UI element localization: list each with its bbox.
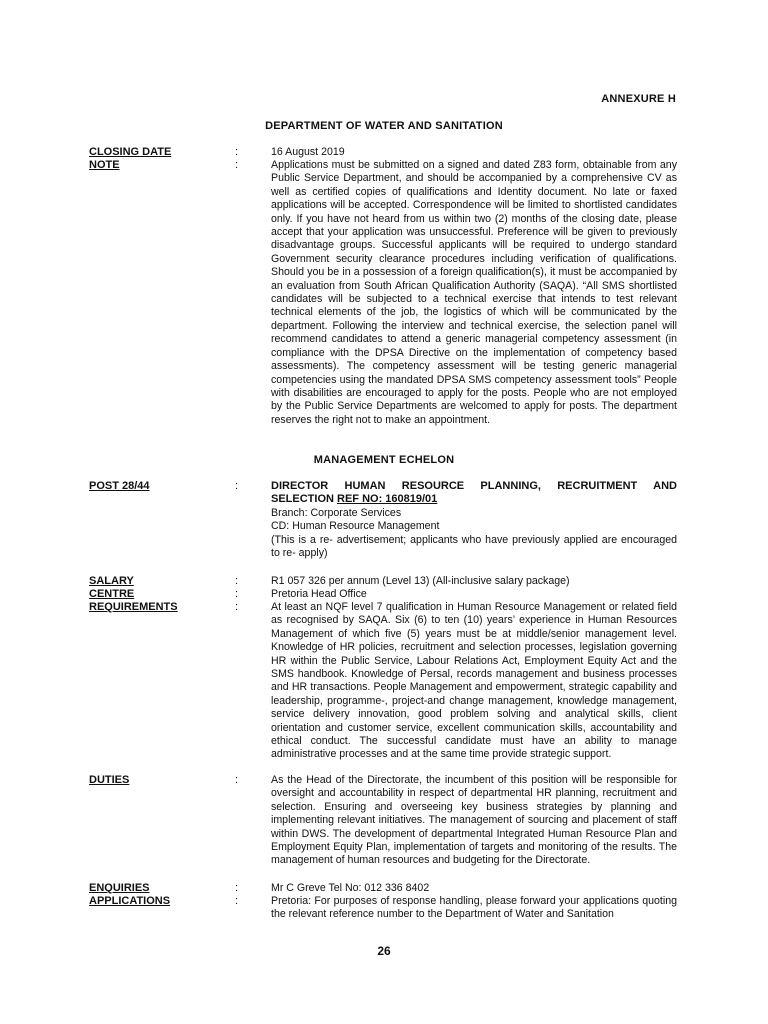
note-text: Applications must be submitted on a signed and dated Z83 form, obtainable from any Public Service Department, and should be accompanied by a comprehensive CV as well as certified copies of qualifications and Identity document. No late or faxed applications will be accepted. Correspondence will be limited to shortlisted candidates only. If you have not heard from us within two (2) months of the closing date, please accept that your application was unsuccessful. Preference will be given to previously disadvantage groups. Successful applicants will be required to undergo standard Government security clearance procedures including verification of qualifications. Should you be in a possession of a foreign qualification(s), it must be accompanied by an evaluation from South African Qualification Authority (SAQA). “All SMS shortlisted candidates will be subjected to a technical exercise that intends to test relevant technical elements of the job, the logistics of which will be communicated by the department. Following the interview and technical exercise, the selection panel will recommend candidates to attend a generic managerial competency assessment (in compliance with the DPSA Directive on the implementation of competency based assessments). The competency assessment will be testing generic managerial competencies using the mandated DPSA SMS competency assessment tools” People with disabilities are encouraged to apply for the posts. People who are not employed by the Public Service Departments are welcomed to apply for posts. The department reserves the right not to make an appointment. [271, 159, 677, 426]
enquiries-label: ENQUIRIES [89, 882, 150, 894]
colon: : [235, 882, 239, 894]
colon: : [235, 146, 239, 158]
page-number: 26 [377, 944, 391, 958]
colon: : [235, 895, 239, 907]
annexure-heading: ANNEXURE H [601, 93, 676, 105]
applications-label: APPLICATIONS [89, 895, 171, 907]
post-title: DIRECTOR HUMAN RESOURCE PLANNING, RECRUITMENT AND [271, 480, 677, 492]
enquiries-value: Mr C Greve Tel No: 012 336 8402 [271, 882, 430, 894]
applications-text: Pretoria: For purposes of response handling, please forward your applications quoting the relevant reference number to the Department of Water and Sanitation [271, 895, 677, 921]
centre-label: CENTRE [89, 588, 135, 600]
requirements-text: At least an NQF level 7 qualification in Human Resource Management or related field as recognised by SAQA. Six (6) to ten (10) years’ experience in Human Resources Management of which five (5) years must be at middle/senior management level. Knowledge of HR policies, recruitment and selection processes, legislation governing HR within the Public Service, Labour Relations Act, Employment Equity Act and the SMS handbook. Knowledge of Persal, records management and business processes and HR transactions. People Management and empowerment, strategic capability and leadership, programme-, project-and change management, knowledge management, service delivery innovation, good problem solving and analytical skills, client orientation and customer service, excellent communication skills, accountability and ethical conduct. The successful candidate must have an ability to manage administrative processes and at the same time provide strategic support. [271, 601, 677, 761]
colon: : [235, 588, 239, 600]
colon: : [235, 774, 239, 786]
colon: : [235, 159, 239, 171]
reference-number: REF NO: 160819/01 [337, 493, 438, 506]
post-title-continued [271, 493, 677, 506]
post-details [271, 480, 677, 560]
closing-date-value: 16 August 2019 [271, 146, 345, 158]
duties-text: As the Head of the Directorate, the incumbent of this position will be responsible for oversight and accountability in respect of departmental HR planning, recruitment and selection. Ensuring and overseeing key business strategies by planning and implementing relevant initiatives. The management of sourcing and placement of staff within DWS. The development of departmental Integrated Human Resource Plan and Employment Equity Plan, implementation of targets and monitoring of the results. The management of human resources and budgeting for the Directorate. [271, 774, 677, 867]
salary-label: SALARY [89, 575, 134, 587]
note-label: NOTE [89, 159, 120, 171]
salary-value: R1 057 326 per annum (Level 13) (All-inclusive salary package) [271, 575, 570, 587]
branch-text: Branch: Corporate Services [271, 506, 402, 519]
chief-directorate-text: CD: Human Resource Management [271, 520, 440, 533]
post-label: POST 28/44 [89, 480, 150, 492]
readvertisement-note: (This is a re- advertisement; applicants who have previously applied are encouraged to re- apply) [271, 533, 677, 560]
colon: : [235, 575, 239, 587]
management-echelon-heading: MANAGEMENT ECHELON [313, 454, 455, 466]
duties-label: DUTIES [89, 774, 130, 786]
department-heading: DEPARTMENT OF WATER AND SANITATION [265, 120, 503, 132]
colon: : [235, 480, 239, 492]
closing-date-label: CLOSING DATE [89, 146, 172, 158]
requirements-label: REQUIREMENTS [89, 601, 178, 613]
colon: : [235, 601, 239, 613]
centre-value: Pretoria Head Office [271, 588, 367, 600]
post-title-suffix: SELECTION [271, 493, 338, 506]
